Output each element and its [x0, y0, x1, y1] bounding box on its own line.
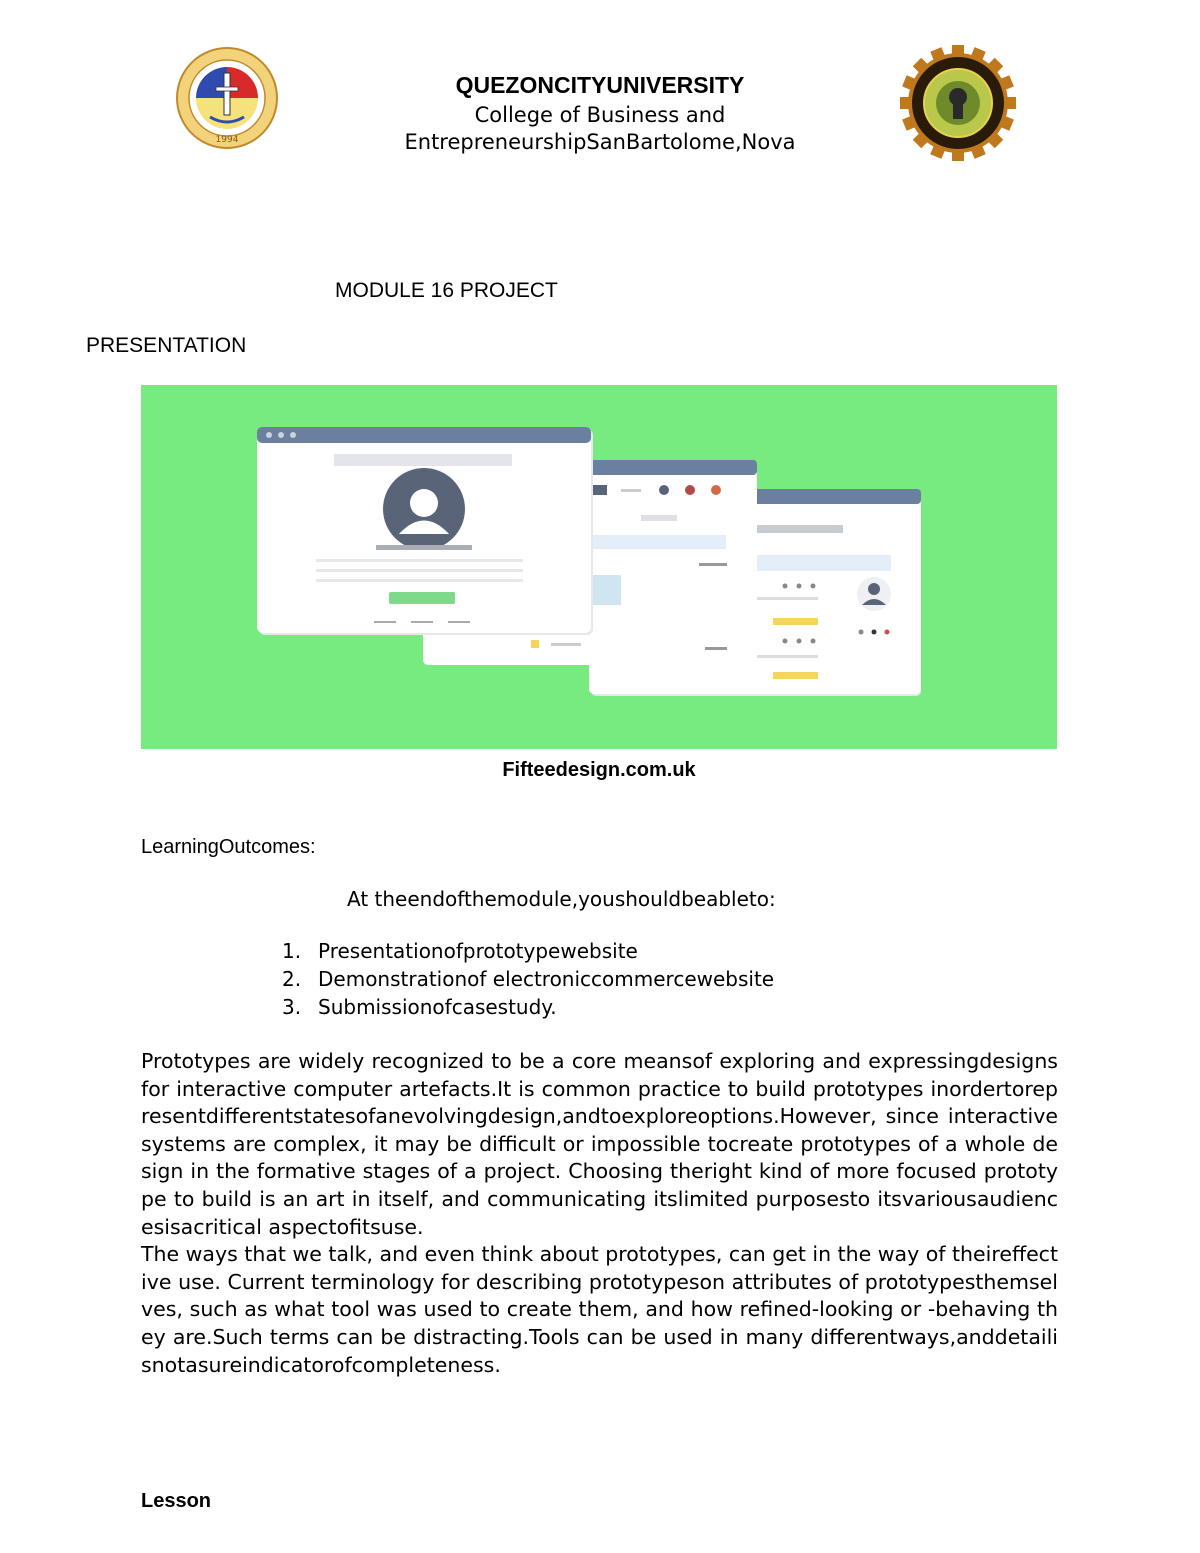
- list-text: Submissionofcasestudy.: [318, 995, 557, 1019]
- university-seal-icon: [176, 47, 278, 149]
- list-number: 1.: [282, 939, 302, 963]
- browser-window-1: [257, 427, 593, 635]
- list-text: Demonstrationof electroniccommercewebsite: [318, 967, 775, 991]
- list-item: [282, 993, 774, 1021]
- website-prototype-illustration: [141, 385, 1057, 749]
- college-line-1: College of Business and: [474, 103, 726, 127]
- list-number: 3.: [282, 995, 302, 1019]
- body-paragraph-2: The ways that we talk, and even think about prototypes, can get in the way of theireffective use. Current terminology for describing prototypeson attributes of prototypesthemselves, such as what tool was used to create them, and how refined-looking or -behaving they are.Such terms can be distracting.Tools can be used in many differentways,anddetailisnotasureindicatorofcompleteness.: [141, 1242, 1058, 1377]
- learning-outcomes-heading: LearningOutcomes:: [141, 836, 316, 858]
- seal-year: 1994: [215, 135, 239, 145]
- body-paragraph-1: Prototypes are widely recognized to be a core meansof exploring and expressingdesigns for interactive computer artefacts.It is common practice to build prototypes inordertorepresentdifferentstatesofanevolvingdesign,andtoexploreoptions.However, since interactive systems are complex, it may be difficult or impossible tocreate prototypes of a whole design in the formative stages of a project. Choosing theright kind of more focused prototype to build is an art in itself, and communicating itslimited purposesto itsvariousaudiencesisacritical aspectofitsuse.: [141, 1049, 1058, 1239]
- list-text: Presentationofprototypewebsite: [318, 939, 638, 963]
- list-item: [282, 965, 774, 993]
- university-name: QUEZONCITYUNIVERSITY: [455, 72, 745, 98]
- image-caption: Fifteedesign.com.uk: [502, 759, 696, 781]
- college-address: [300, 102, 900, 156]
- body-text: [141, 1048, 1058, 1379]
- college-line-2: EntrepreneurshipSanBartolome,Nova: [404, 130, 796, 154]
- college-gear-seal-icon: [900, 45, 1016, 161]
- lesson-heading: Lesson: [141, 1490, 212, 1512]
- learning-outcomes-list: [282, 937, 774, 1021]
- module-title: MODULE 16 PROJECT: [335, 279, 558, 302]
- section-label: PRESENTATION: [86, 334, 247, 357]
- list-item: [282, 937, 774, 965]
- learning-outcomes-intro: At theendofthemodule,youshouldbeableto:: [347, 887, 776, 911]
- list-number: 2.: [282, 967, 302, 991]
